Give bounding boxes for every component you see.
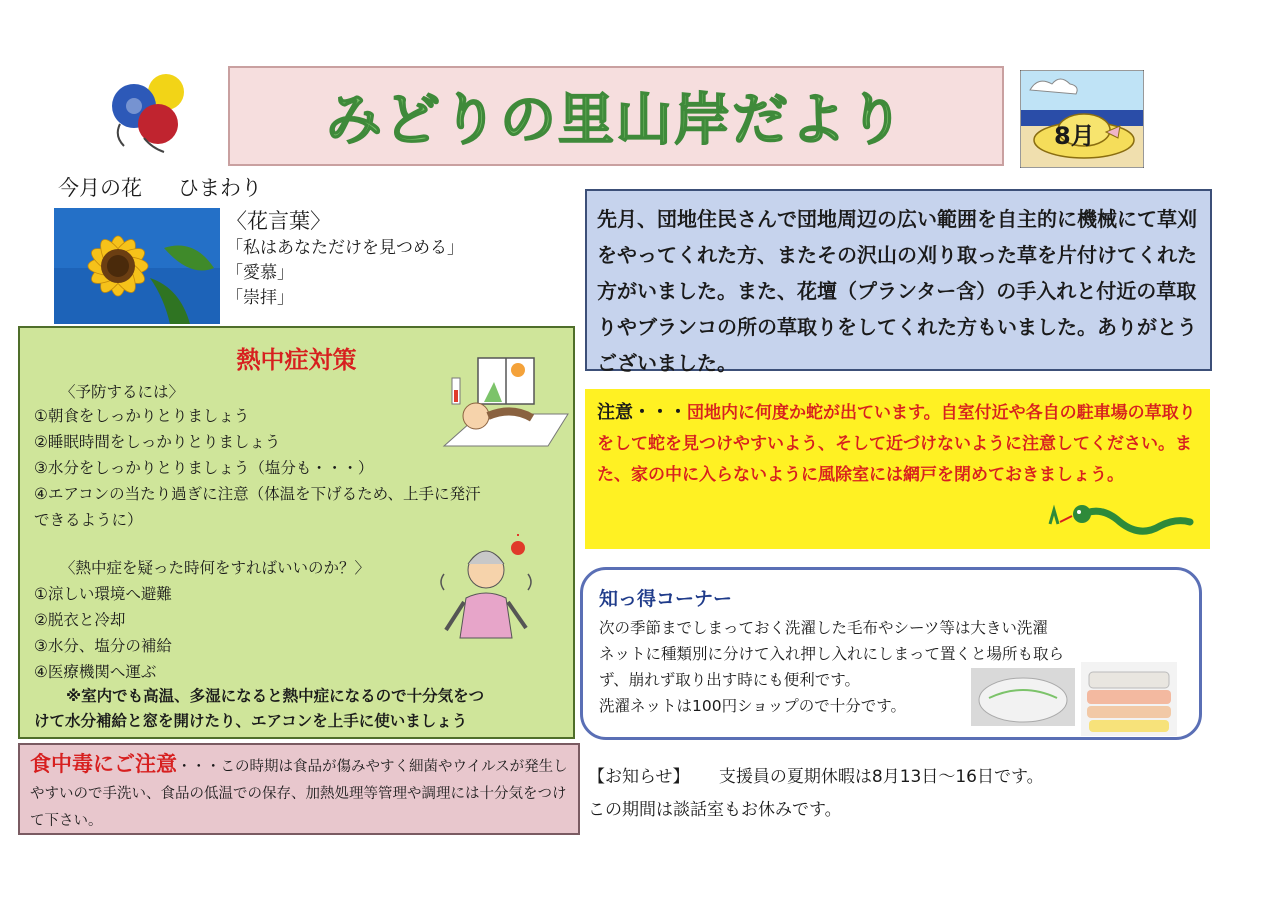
tips-line: 次の季節までしまっておく洗濯した毛布やシーツ等は大きい洗濯 [599,619,1048,637]
flower-word: 「私はあなただけを見つめる」 [226,238,464,258]
resting-baby-illustration [440,354,572,450]
sunflower-photo [54,208,220,324]
newsletter-title: みどりの里山岸だより [326,88,906,153]
list-item: ①涼しい環境へ避難 [34,585,172,603]
heatstroke-note: けて水分補給と窓を開けたり、エアコンを上手に使いましょう [34,712,468,730]
balloon-logo-icon [104,68,190,156]
overheated-woman-illustration [436,534,536,646]
flower-word: 「愛慕」 [226,263,294,283]
tips-section [580,567,1202,740]
food-poisoning-body: ・・・この時期は食品が傷みやすく細菌やウイルスが発生しやすいので手洗い、食品の低温での保存、加熱処理等管理や調理には十分気をつけて下さい。 [30,759,568,829]
newsletter-title-banner [228,66,1004,166]
list-item: ④医療機関へ運ぶ [34,663,157,681]
tips-title: 知っ得コーナー [599,588,733,610]
laundry-net-photo [971,668,1075,726]
flower-name: ひまわり [178,176,262,200]
prevention-heading: 〈予防するには〉 [60,383,185,401]
response-heading: 〈熱中症を疑った時何をすればいいのか？〉 [60,559,371,577]
heatstroke-title: 熱中症対策 [236,346,357,374]
food-poisoning-section [18,743,580,835]
list-item: できるように） [34,511,143,529]
month-badge: 8月 [1054,122,1095,150]
food-poisoning-title: 食中毒にご注意 [30,752,177,776]
list-item: ③水分をしっかりとりましょう（塩分も・・・） [34,459,374,477]
community-notice-section [585,189,1212,375]
flower-heading [58,172,298,202]
info-label: 【お知らせ】 [588,767,690,787]
tips-line: ネットに種類別に分けて入れ押し入れにしまって置くと場所も取ら [599,645,1065,663]
list-item: ②脱衣と冷却 [34,611,126,629]
info-line: この期間は談話室もお休みです。 [588,800,842,820]
flower-words-block [226,206,464,311]
list-item: ①朝食をしっかりとりましょう [34,407,250,425]
tips-line: ず、崩れず取り出す時にも便利です。 [599,671,861,689]
info-line [588,762,1044,787]
flower-words-title: 〈花言葉〉 [226,209,331,233]
list-item: ④エアコンの当たり過ぎに注意（体温を下げるため、上手に発汗 [34,485,481,503]
community-notice-body: 先月、団地住民さんで団地周辺の広い範囲を自主的に機械にて草刈をやってくれた方、またその沢山の刈り取った草を片付けてくれた方がいました。また、花壇（プランター含）の手入れと付近の草取りやブランコの所の草取りをしてくれた方もいました。ありがとうございました。 [597,207,1197,375]
info-text: 支援員の夏期休暇は8月13日～16日です。 [718,767,1044,787]
snake-illustration [1030,494,1200,544]
list-item: ②睡眠時間をしっかりとりましょう [34,433,281,451]
flower-word: 「崇拝」 [226,288,294,308]
caution-label: 注意・・・ [597,402,687,423]
heatstroke-section [18,326,575,739]
tips-line: 洗濯ネットは100円ショップので十分です。 [599,697,907,715]
flower-label: 今月の花 [58,176,142,200]
heatstroke-note: ※室内でも高温、多湿になると熱中症になるので十分気をつ [66,687,485,705]
caution-body: 団地内に何度か蛇が出ています。自室付近や各自の駐車場の草取りをして蛇を見つけやすいよう、そして近づけないように注意してください。また、家の中に入らないように風除室には網戸を閉めておきましょう。 [597,403,1196,485]
folded-blankets-photo [1081,662,1177,736]
list-item: ③水分、塩分の補給 [34,637,172,655]
